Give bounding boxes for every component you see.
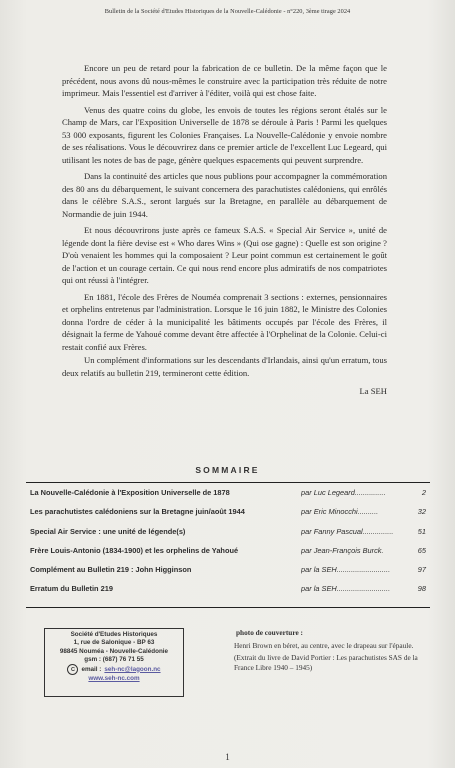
society-city: 98845 Nouméa - Nouvelle-Calédonie [59, 647, 169, 655]
editorial-signature: La SEH [359, 386, 387, 396]
toc-entry-title: Erratum du Bulletin 219 [30, 584, 113, 594]
sommaire-title: SOMMAIRE [195, 465, 260, 475]
toc-entry-page: 98 [417, 584, 426, 594]
editorial-paragraph: En 1881, l'école des Frères de Nouméa comprenait 3 sections : externes, pensionnaires et orphelins entretenus par l'administration. Lorsque le 16 juin 1882, le Ministre des Colonies donna l'ordre de céder à la municipalité les bâtiments occupés par l'école des Frères, il désignait la ferme de Yahoué comme devant être affectée à l'Orphelinat de la Colonie. Celui-ci restait confié aux Frères. [62, 291, 387, 352]
contact-box [44, 628, 184, 697]
toc-entry[interactable] [30, 584, 426, 603]
website-link[interactable]: www.seh-nc.com [88, 675, 140, 683]
toc-entry-title: Special Air Service : une unité de légende(s) [30, 526, 186, 536]
toc-entry-author: par la SEH.......................... [301, 565, 391, 575]
toc-entry-page: 2 [421, 488, 426, 497]
bulletin-header: Bulletin de la Société d'Etudes Historiques de la Nouvelle-Calédonie - n°220, 3ème tirage 2024 [104, 8, 351, 15]
email-line [45, 664, 183, 675]
editorial-paragraph: Venus des quatre coins du globe, les envois de toutes les régions seront étalés sur le Champ de Mars, car l'Exposition Universelle de 1878 se déroule à Paris ! Parmi les quelques 53 000 exposants, figurent les Colonies Françaises. La Nouvelle-Calédonie y envoie nombre de ses réalisations. Vous le découvrirez dans ce premier article de l'excellent Luc Legeard, qui utilisant les notes de bas de page, génère quelques espacements qui peuvent surprendre. [62, 104, 387, 165]
toc-entry-author: par Luc Legeard............... [301, 488, 386, 497]
toc-entry-page: 32 [417, 507, 426, 517]
editorial-paragraph: Dans la continuité des articles que nous publions pour accompagner la commémoration des 80 ans du débarquement, le suivant concernera des parachutistes calédoniens, qui enrôlés dans le célèbre S.A.S., seront largués sur la Bretagne, en parallèle au débarquement de Normandie de juin 1944. [62, 171, 387, 219]
toc-entry-title: Complément au Bulletin 219 : John Higginson [30, 565, 192, 575]
toc-entry-author: par Jean-François Burck. [301, 545, 384, 555]
toc-entry-author: par Eric Minocchi.......... [301, 507, 379, 517]
toc-entry[interactable] [30, 507, 426, 526]
society-name: Société d'Etudes Historiques [70, 631, 158, 638]
cover-heading: photo de couverture : [236, 628, 303, 637]
toc-entry-title: Frère Louis-Antonio (1834-1900) et les orphelins de Yahoué [30, 545, 239, 555]
cover-caption: Henri Brown en béret, au centre, avec le drapeau sur l'épaule. [234, 640, 414, 650]
toc-entry[interactable] [30, 546, 426, 565]
email-link[interactable]: seh-nc@lagoon.nc [104, 665, 161, 673]
toc-entry[interactable] [30, 565, 426, 584]
toc-entry-page: 97 [417, 565, 426, 575]
society-address: 1, rue de Salonique - BP 63 [73, 639, 155, 647]
toc-entry[interactable] [30, 488, 426, 507]
table-of-contents [26, 482, 430, 608]
society-phone: gsm : (687) 76 71 55 [84, 655, 144, 663]
toc-entry-author: par Fanny Pascual............... [301, 526, 394, 536]
toc-entry-author: par la SEH.......................... [301, 584, 391, 594]
page-number: 1 [225, 752, 230, 762]
editorial-paragraph: Et nous découvrirons juste après ce fameux S.A.S. « Special Air Service », unité de légende dont la fière devise est « Who dares Wins » (Qui ose gagne) : Quelle est son origine ? D'où venaient les hommes qui la composaient ? Leur point commun est certainement le goût de l'action et un courage certain. Ce qui nous rend encore plus admiratifs de nos compatriotes qui ont réussi à l'intégrer. [62, 225, 387, 285]
cover-source: (Extrait du livre de David Portier : Les parachutistes SAS de la France Libre 1940 – 1945) [234, 653, 418, 673]
copyright-icon: C [67, 664, 78, 675]
toc-entry-title: Les parachutistes calédoniens sur la Bretagne juin/août 1944 [30, 507, 245, 517]
editorial-paragraph: Un complément d'informations sur les descendants d'Irlandais, ainsi qu'un erratum, tous deux relatifs au bulletin 219, termineront cette édition. [62, 355, 387, 378]
toc-entry-title: La Nouvelle-Calédonie à l'Exposition Universelle de 1878 [30, 488, 230, 497]
toc-entry-page: 51 [417, 526, 426, 536]
email-label: email : [81, 665, 102, 673]
toc-entry-page: 65 [417, 545, 426, 555]
cover-photo-credit [228, 628, 418, 673]
editorial-paragraph: Encore un peu de retard pour la fabrication de ce bulletin. De la même façon que le précédent, nous avons dû nous-mêmes le construire avec la participation très réduite de notre imprimeur. Mais l'essentiel est d'arriver à l'éditer, voilà qui est chose faite. [62, 63, 387, 98]
toc-entry[interactable] [30, 527, 426, 546]
editorial-text [62, 62, 387, 398]
